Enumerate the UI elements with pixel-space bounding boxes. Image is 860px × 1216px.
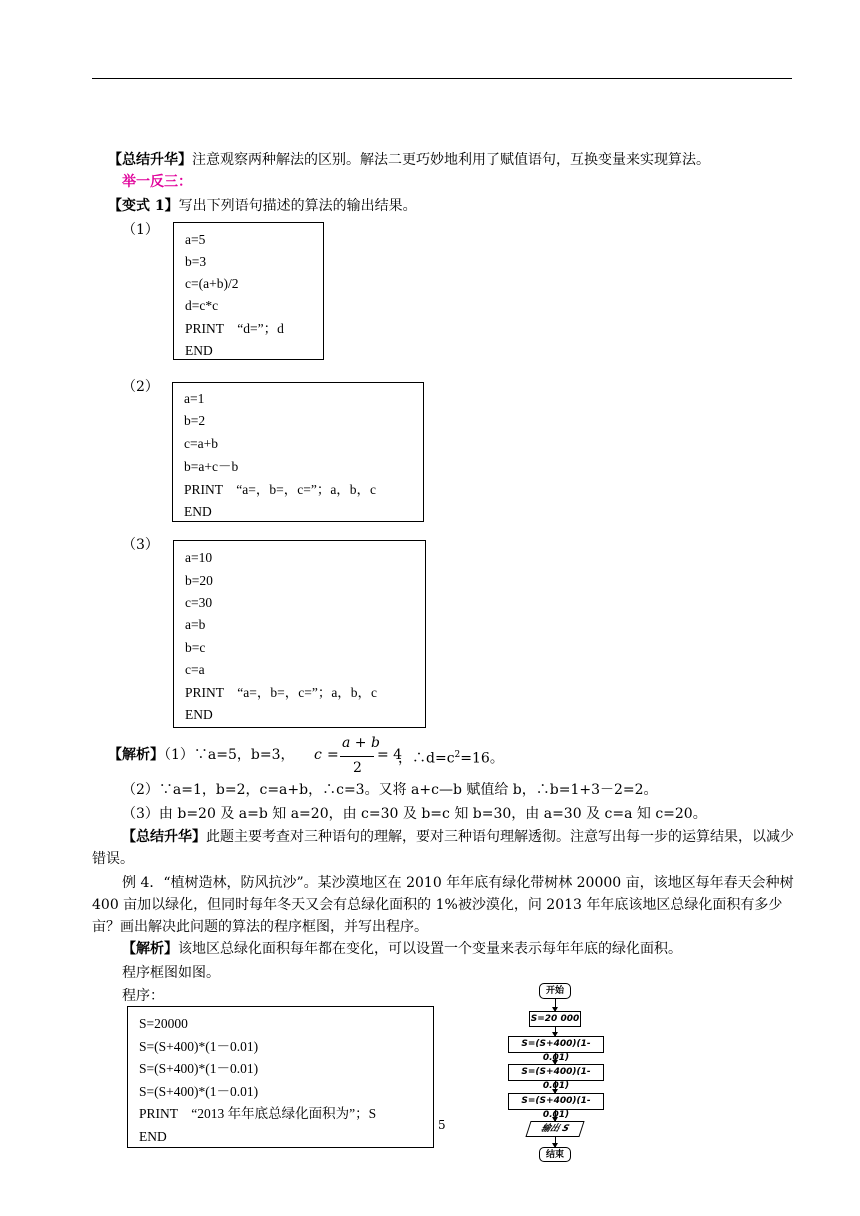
analysis-1-part-1: （1）∵a=5，b=3，	[164, 747, 295, 763]
program-2-line-5: PRINT “a=，b=，c=”；a，b，c	[184, 482, 377, 497]
program-4-line-1: S=20000	[139, 1016, 188, 1031]
fraction-lhs: c	[314, 747, 322, 763]
program-3-line-3: c=30	[185, 595, 213, 610]
program-4-line-4: S=(S+400)*(1－0.01)	[139, 1084, 259, 1099]
flowchart-arrow	[555, 999, 556, 1011]
variant-label: 【变式 1】	[108, 198, 179, 214]
flowchart-step-1: S=(S+400)(1-0.01)	[508, 1036, 604, 1053]
summary-paragraph-1	[108, 151, 710, 169]
program-3-line-6: c=a	[185, 662, 205, 677]
program-2-line-6: END	[184, 504, 212, 519]
program-4-line-3: S=(S+400)*(1－0.01)	[139, 1061, 259, 1076]
page-number: 5	[438, 1118, 446, 1132]
fraction-result: = 4	[377, 747, 403, 763]
square-superscript: 2	[454, 750, 461, 760]
fraction-denominator: 2	[353, 760, 362, 776]
program-4-line-2: S=(S+400)*(1－0.01)	[139, 1039, 259, 1054]
juyifansan-heading: 举一反三：	[122, 174, 192, 190]
program-3-line-7: PRINT “a=，b=，c=”；a，b，c	[185, 685, 378, 700]
example-4-paragraph: 例 4．“植树造林，防风抗沙”。某沙漠地区在 2010 年年底有绿化带树林 20000 亩，该地区每年春天会种树 400 亩加以绿化，但同时每年冬天又会有总绿化面积的 1%被沙漠化，问 2013 年年底该地区总绿化面积有多少亩？画出解决此问题的算法的程序框图，并写出程序。	[92, 875, 794, 935]
program-1-line-5: PRINT “d=”；d	[185, 321, 284, 336]
program-3-line-4: a=b	[185, 617, 206, 632]
program-number-3: （3）	[122, 537, 159, 553]
flowchart-output: 输出 S	[525, 1121, 584, 1137]
program-3-line-2: b=20	[185, 573, 213, 588]
analysis-1-line-1	[108, 746, 295, 764]
analysis-1-line-3: （3）由 b=20 及 a=b 知 a=20，由 c=30 及 b=c 知 b=30，由 a=30 及 c=a 知 c=20。	[122, 806, 707, 822]
summary-label-1: 【总结升华】	[108, 152, 192, 168]
program-3-line-5: b=c	[185, 640, 206, 655]
flowchart-start: 开始	[539, 983, 571, 999]
program-number-1: （1）	[122, 222, 159, 238]
variant-heading	[108, 197, 417, 215]
analysis-1-part-2: ，$\therefore d=c^2=16$。	[398, 750, 504, 767]
flowchart-init: S=20 000	[529, 1011, 581, 1027]
fraction-bar	[340, 756, 374, 757]
fraction-numerator: a + b	[342, 735, 380, 751]
flowchart-end: 结束	[539, 1147, 571, 1162]
program-3-line-1: a=10	[185, 550, 213, 565]
program-1-line-4: d=c*c	[185, 298, 219, 313]
program-2-line-3: c=a+b	[184, 436, 218, 451]
program-1-line-6: END	[185, 343, 213, 357]
program-label: 程序：	[122, 988, 164, 1004]
analysis-label-1: 【解析】	[108, 747, 164, 763]
summary-text-2: 此题主要考查对三种语句的理解，要对三种语句理解透彻。注意写出每一步的运算结果，以减少错误。	[92, 829, 794, 867]
program-4-line-5: PRINT “2013 年年底总绿化面积为”；S	[139, 1106, 377, 1121]
program-4-line-6: END	[139, 1129, 167, 1144]
flowchart-note: 程序框图如图。	[122, 965, 220, 981]
variant-text: 写出下列语句描述的算法的输出结果。	[178, 198, 417, 214]
flowchart-step-3: S=(S+400)(1-0.01)	[508, 1093, 604, 1110]
header-rule	[92, 78, 792, 79]
flowchart-arrow	[555, 1110, 556, 1121]
program-2-line-2: b=2	[184, 413, 206, 428]
program-1-line-1: a=5	[185, 232, 206, 247]
summary-text-1: 注意观察两种解法的区别。解法二更巧妙地利用了赋值语句，互换变量来实现算法。	[192, 152, 710, 168]
analysis-1-line-2: （2）∵a=1，b=2，c=a+b，∴c=3。又将 a+c—b 赋值给 b，∴b=1+3－2=2。	[122, 782, 658, 798]
program-3-line-8: END	[185, 707, 213, 722]
program-1-line-2: b=3	[185, 254, 207, 269]
fraction-eq: =	[327, 747, 339, 763]
flowchart-step-2: S=(S+400)(1-0.01)	[508, 1064, 604, 1081]
program-1-line-3: c=(a+b)/2	[185, 276, 239, 291]
summary-paragraph-2	[92, 826, 794, 870]
flowchart-arrow	[555, 1137, 556, 1147]
summary-label-2: 【总结升华】	[122, 829, 206, 845]
flowchart-arrow	[555, 1081, 556, 1093]
analysis-2-line	[122, 940, 682, 958]
analysis-label-2: 【解析】	[122, 941, 178, 957]
program-2-line-1: a=1	[184, 391, 205, 406]
program-2-line-4: b=a+c－b	[184, 459, 239, 474]
flowchart-arrow	[555, 1053, 556, 1064]
program-number-2: （2）	[122, 379, 159, 395]
flowchart-arrow	[555, 1027, 556, 1036]
analysis-2-text: 该地区总绿化面积每年都在变化，可以设置一个变量来表示每年年底的绿化面积。	[178, 941, 682, 957]
